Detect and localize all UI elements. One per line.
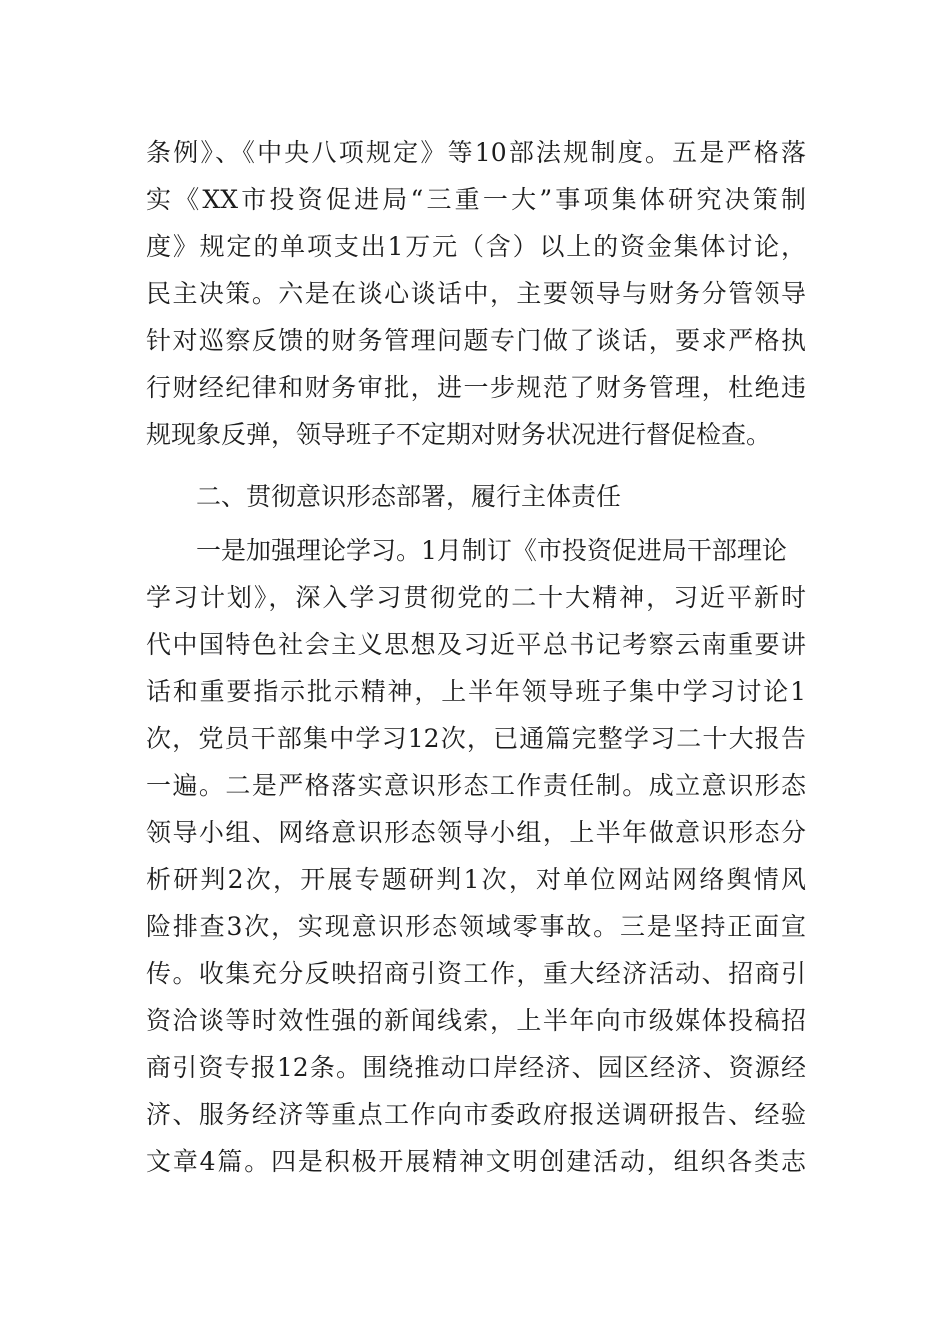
text-line: 实《XX市投资促进局“三重一大”事项集体研究决策制	[146, 185, 806, 214]
text-line: 代中国特色社会主义思想及习近平总书记考察云南重要讲	[146, 630, 806, 659]
text-line: 济、服务经济等重点工作向市委政府报送调研报告、经验	[146, 1100, 806, 1129]
text-line: 次，党员干部集中学习12次，已通篇完整学习二十大报告	[146, 724, 806, 753]
text-line: 规现象反弹，领导班子不定期对财务状况进行督促检查。	[146, 420, 772, 449]
text-line: 学习计划》，深入学习贯彻党的二十大精神，习近平新时	[146, 583, 806, 612]
paragraph-financial-management	[146, 129, 806, 458]
text-line: 民主决策。六是在谈心谈话中，主要领导与财务分管领导	[146, 279, 806, 308]
text-line: 行财经纪律和财务审批，进一步规范了财务管理，杜绝违	[146, 373, 806, 402]
paragraph-ideology-work	[146, 527, 806, 1185]
text-line: 传。收集充分反映招商引资工作，重大经济活动、招商引	[146, 959, 806, 988]
text-line: 度》规定的单项支出1万元（含）以上的资金集体讨论，	[146, 232, 806, 261]
text-line: 商引资专报12条。围绕推动口岸经济、园区经济、资源经	[146, 1053, 806, 1082]
section-heading: 二、贯彻意识形态部署，履行主体责任	[196, 482, 622, 511]
text-line: 析研判2次，开展专题研判1次，对单位网站网络舆情风	[146, 865, 806, 894]
text-line: 一是加强理论学习。1月制订《市投资促进局干部理论	[196, 536, 787, 565]
text-line: 资洽谈等时效性强的新闻线索，上半年向市级媒体投稿招	[146, 1006, 806, 1035]
text-line: 一遍。二是严格落实意识形态工作责任制。成立意识形态	[146, 771, 806, 800]
text-line: 针对巡察反馈的财务管理问题专门做了谈话，要求严格执	[146, 326, 806, 355]
text-line: 条例》、《中央八项规定》等10部法规制度。五是严格落	[146, 138, 806, 167]
text-line: 话和重要指示批示精神，上半年领导班子集中学习讨论1	[146, 677, 806, 706]
section-heading-block	[146, 473, 806, 520]
text-line: 文章4篇。四是积极开展精神文明创建活动，组织各类志	[146, 1147, 806, 1176]
text-line: 险排查3次，实现意识形态领域零事故。三是坚持正面宣	[146, 912, 806, 941]
text-line: 领导小组、网络意识形态领导小组，上半年做意识形态分	[146, 818, 806, 847]
